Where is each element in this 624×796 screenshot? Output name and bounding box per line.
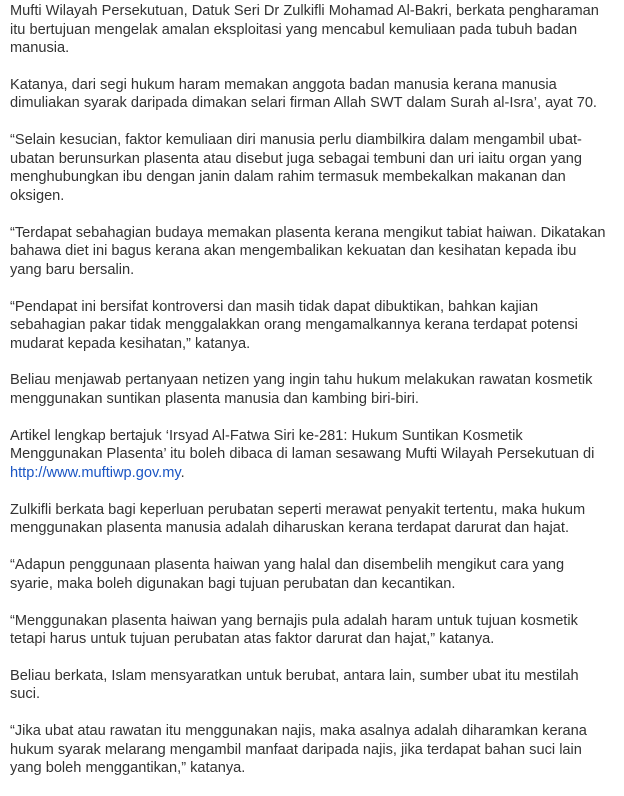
paragraph-11: Beliau berkata, Islam mensyaratkan untuk berubat, antara lain, sumber ubat itu mestilah suci. [10,667,579,703]
paragraph-8: Zulkifli berkata bagi keperluan perubatan seperti merawat penyakit tertentu, maka hukum menggunakan plasenta manusia adalah diharuskan kerana terdapat darurat dan hajat. [10,501,586,537]
paragraph-4: “Terdapat sebahagian budaya memakan plasenta kerana mengikut tabiat haiwan. Dikatakan bahawa diet ini bagus kerana akan mengembalikan kekuatan dan kesihatan kepada ibu yang baru bersalin. [10,224,606,278]
paragraph-2: Katanya, dari segi hukum haram memakan anggota badan manusia kerana manusia dimuliakan syarak daripada dimakan selari firman Allah SWT dalam Surah al-Isra’, ayat 70. [10,76,597,112]
paragraph-link [10,427,610,483]
paragraph-3: “Selain kesucian, faktor kemuliaan diri manusia perlu diambilkira dalam mengambil ubat-ubatan berunsurkan plasenta atau disebut juga sebagai tembuni dan uri iaitu organ yang menghubungkan ibu dengan janin dalam rahim termasuk membekalkan makanan dan oksigen. [10,132,582,204]
link-paragraph-after: . [180,464,185,481]
paragraph-5: “Pendapat ini bersifat kontroversi dan masih tidak dapat dibuktikan, bahkan kajian sebahagian pakar tidak menggalakkan orang mengamalkannya kerana terdapat potensi mudarat kepada kesihatan,” katanya. [10,298,578,352]
muftiwp-link[interactable]: http://www.muftiwp.gov.my [10,464,181,481]
paragraph-10: “Menggunakan plasenta haiwan yang bernajis pula adalah haram untuk tujuan kosmetik tetapi harus untuk tujuan perubatan atas faktor darurat dan hajat,” katanya. [10,612,578,648]
paragraph-9: “Adapun penggunaan plasenta haiwan yang halal dan disembelih mengikut cara yang syarie, maka boleh digunakan bagi tujuan perubatan dan kecantikan. [10,557,565,592]
paragraph-6: Beliau menjawab pertanyaan netizen yang ingin tahu hukum melakukan rawatan kosmetik menggunakan suntikan plasenta manusia dan kambing biri-biri. [10,372,593,407]
paragraph-12: “Jika ubat atau rawatan itu menggunakan najis, maka asalnya adalah diharamkan kerana hukum syarak melarang mengambil manfaat daripada najis, jika terdapat bahan suci lain yang boleh menggantikan,” katanya. [10,723,587,777]
link-paragraph-text: Artikel lengkap bertajuk ‘Irsyad Al-Fatwa Siri ke-281: Hukum Suntikan Kosmetik Menggunakan Plasenta’ itu boleh dibaca di laman sesawang Mufti Wilayah Persekutuan di [10,427,595,463]
paragraph-1: Mufti Wilayah Persekutuan, Datuk Seri Dr Zulkifli Mohamad Al-Bakri, berkata pengharaman itu bertujuan mengelak amalan eksploitasi yang mencabul kemuliaan pada tubuh badan manusia. [10,3,599,56]
article-body [10,2,610,796]
